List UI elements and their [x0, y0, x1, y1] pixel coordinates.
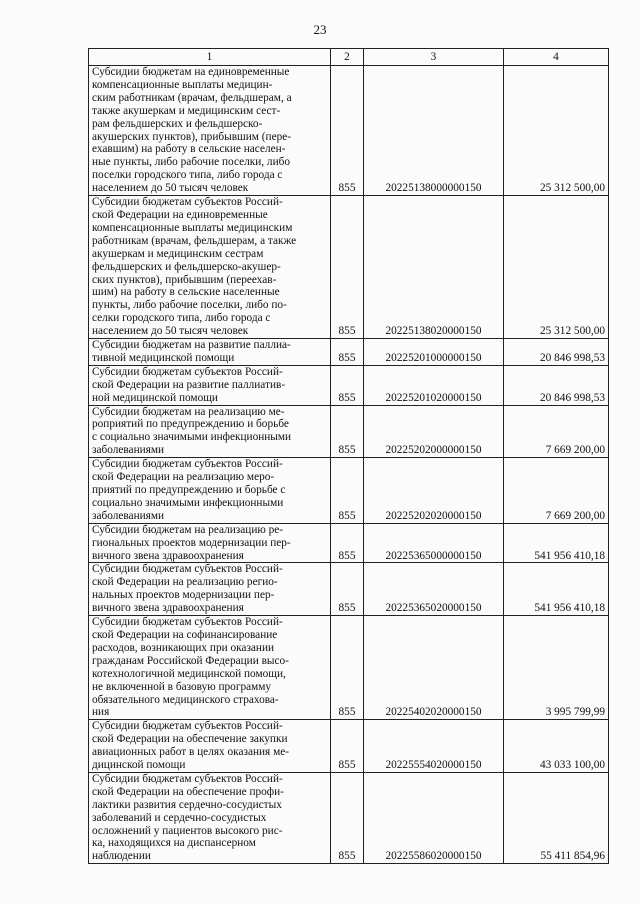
table-row	[89, 339, 609, 366]
header-col-2: 2	[331, 49, 364, 66]
description-line: наблюдении	[92, 850, 151, 863]
description-line: расходов, возникающих при оказании	[92, 641, 275, 654]
row-admin-code: 855	[331, 523, 364, 563]
row-description	[89, 196, 331, 339]
description-line: с социально значимыми инфекционными	[92, 431, 292, 444]
row-amount: 25 312 500,00	[504, 66, 609, 196]
row-admin-code: 855	[331, 458, 364, 524]
description-line: селки городского типа, либо города с	[92, 312, 271, 325]
description-line: ской Федерации на обеспечение профи-	[92, 785, 284, 798]
row-description	[89, 458, 331, 524]
row-description	[89, 365, 331, 405]
row-admin-code: 855	[331, 196, 364, 339]
header-col-3: 3	[364, 49, 504, 66]
description-line: ской Федерации на единовременные	[92, 208, 268, 221]
description-line: Субсидии бюджетам на реализацию ме-	[92, 405, 285, 418]
description-line: акушерских пунктов), прибывшим (пере-	[92, 130, 292, 143]
description-line: компенсационные выплаты медицин-	[92, 78, 273, 91]
budget-table	[88, 48, 609, 864]
description-line: пункты, либо рабочие поселки, либо по-	[92, 299, 287, 312]
row-description	[89, 405, 331, 458]
header-col-1: 1	[89, 49, 331, 66]
description-line: заболеваниями	[92, 509, 165, 522]
description-line: авиационных работ в целях оказания ме-	[92, 746, 289, 759]
description-line: Субсидии бюджетам субъектов Россий-	[92, 458, 283, 471]
row-description	[89, 616, 331, 720]
description-line: ской Федерации на развитие паллиатив-	[92, 378, 286, 391]
description-line: лактики развития сердечно-сосудистых	[92, 798, 282, 811]
row-admin-code: 855	[331, 616, 364, 720]
row-amount: 20 846 998,53	[504, 339, 609, 366]
description-line: заболеваний и сердечно-сосудистых	[92, 811, 267, 824]
row-amount: 43 033 100,00	[504, 720, 609, 773]
description-line: обязательного медицинского страхова-	[92, 693, 279, 706]
description-line: работникам (врачам, фельдшерам, а также	[92, 234, 297, 247]
description-line: заболеваниями	[92, 444, 165, 457]
description-line: компенсационные выплаты медицинским	[92, 221, 293, 234]
header-col-4: 4	[504, 49, 609, 66]
description-line: гиональных проектов модернизации пер-	[92, 536, 291, 549]
description-line: населением до 50 тысяч человек	[92, 182, 249, 195]
description-line: осложнений у пациентов высокого рис-	[92, 824, 283, 837]
table-row	[89, 563, 609, 616]
row-amount: 541 956 410,18	[504, 563, 609, 616]
row-amount: 20 846 998,53	[504, 365, 609, 405]
row-admin-code: 855	[331, 563, 364, 616]
table-row	[89, 365, 609, 405]
row-budget-code: 20225586020000150	[364, 772, 504, 863]
description-line: ехавшим) на работу в сельские населен-	[92, 143, 286, 156]
row-admin-code: 855	[331, 772, 364, 863]
table-row	[89, 720, 609, 773]
description-line: шим) на работу в сельские населенные	[92, 286, 280, 299]
description-line: Субсидии бюджетам субъектов Россий-	[92, 616, 283, 629]
table-row	[89, 196, 609, 339]
row-amount: 3 995 799,99	[504, 616, 609, 720]
row-amount: 7 669 200,00	[504, 458, 609, 524]
description-line: Субсидии бюджетам субъектов Россий-	[92, 563, 283, 576]
description-line: ской Федерации на реализацию регио-	[92, 576, 278, 589]
table-body	[89, 66, 609, 864]
row-amount: 55 411 854,96	[504, 772, 609, 863]
row-budget-code: 20225138020000150	[364, 196, 504, 339]
row-budget-code: 20225201000000150	[364, 339, 504, 366]
description-line: Субсидии бюджетам на единовременные	[92, 66, 290, 78]
row-description	[89, 563, 331, 616]
row-budget-code: 20225201020000150	[364, 365, 504, 405]
row-budget-code: 20225138000000150	[364, 66, 504, 196]
row-admin-code: 855	[331, 720, 364, 773]
description-line: поселки городского типа, либо города с	[92, 169, 283, 182]
row-admin-code: 855	[331, 339, 364, 366]
description-line: ка, находящихся на диспансерном	[92, 837, 256, 850]
description-line: населением до 50 тысяч человек	[92, 325, 249, 338]
row-budget-code: 20225365020000150	[364, 563, 504, 616]
description-line: вичного звена здравоохранения	[92, 602, 244, 615]
row-description	[89, 720, 331, 773]
description-line: рам фельдшерских и фельдшерско-	[92, 117, 263, 130]
description-line: Субсидии бюджетам на развитие паллиа-	[92, 339, 291, 352]
description-line: ной медицинской помощи	[92, 391, 218, 404]
description-line: ные пункты, либо рабочие поселки, либо	[92, 156, 291, 169]
row-amount: 7 669 200,00	[504, 405, 609, 458]
row-description	[89, 339, 331, 366]
description-line: Субсидии бюджетам субъектов Россий-	[92, 720, 283, 733]
description-line: гражданам Российской Федерации высо-	[92, 654, 289, 667]
row-admin-code: 855	[331, 66, 364, 196]
row-amount: 25 312 500,00	[504, 196, 609, 339]
description-line: фельдшерских и фельдшерско-акушер-	[92, 260, 281, 273]
row-budget-code: 20225202000000150	[364, 405, 504, 458]
table-row	[89, 616, 609, 720]
row-description	[89, 523, 331, 563]
description-line: котехнологичной медицинской помощи,	[92, 667, 286, 680]
table-row	[89, 523, 609, 563]
table-row	[89, 405, 609, 458]
description-line: Субсидии бюджетам субъектов Россий-	[92, 196, 283, 209]
description-line: тивной медицинской помощи	[92, 351, 235, 364]
description-line: приятий по предупреждению и борьбе с	[92, 484, 286, 496]
description-line: Субсидии бюджетам субъектов Россий-	[92, 365, 283, 378]
page-number: 23	[313, 22, 327, 37]
row-description	[89, 772, 331, 863]
description-line: ским работникам (врачам, фельдшерам, а	[92, 91, 292, 104]
description-line: ния	[92, 706, 110, 719]
description-line: роприятий по предупреждению и борьбе	[92, 418, 289, 431]
description-line: ской Федерации на реализацию меро-	[92, 471, 275, 484]
description-line: ской Федерации на обеспечение закупки	[92, 733, 288, 746]
description-line: Субсидии бюджетам на реализацию ре-	[92, 523, 284, 536]
table-header-row	[89, 49, 609, 66]
table-row	[89, 772, 609, 863]
row-description	[89, 66, 331, 196]
description-line: не включенной в базовую программу	[92, 680, 272, 693]
row-amount: 541 956 410,18	[504, 523, 609, 563]
row-budget-code: 20225202020000150	[364, 458, 504, 524]
description-line: Субсидии бюджетам субъектов Россий-	[92, 772, 283, 785]
row-budget-code: 20225554020000150	[364, 720, 504, 773]
row-admin-code: 855	[331, 405, 364, 458]
description-line: социально значимыми инфекционными	[92, 496, 284, 509]
description-line: также акушеркам и медицинским сест-	[92, 104, 281, 117]
description-line: нальных проектов модернизации пер-	[92, 589, 275, 602]
table-row	[89, 66, 609, 196]
description-line: вичного звена здравоохранения	[92, 549, 244, 562]
table-row	[89, 458, 609, 524]
row-budget-code: 20225402020000150	[364, 616, 504, 720]
description-line: дицинской помощи	[92, 759, 186, 772]
row-budget-code: 20225365000000150	[364, 523, 504, 563]
description-line: ской Федерации на софинансирование	[92, 628, 278, 641]
description-line: ских пунктов), прибывшим (переехав-	[92, 273, 277, 286]
row-admin-code: 855	[331, 365, 364, 405]
description-line: акушеркам и медицинским сестрам	[92, 247, 264, 260]
